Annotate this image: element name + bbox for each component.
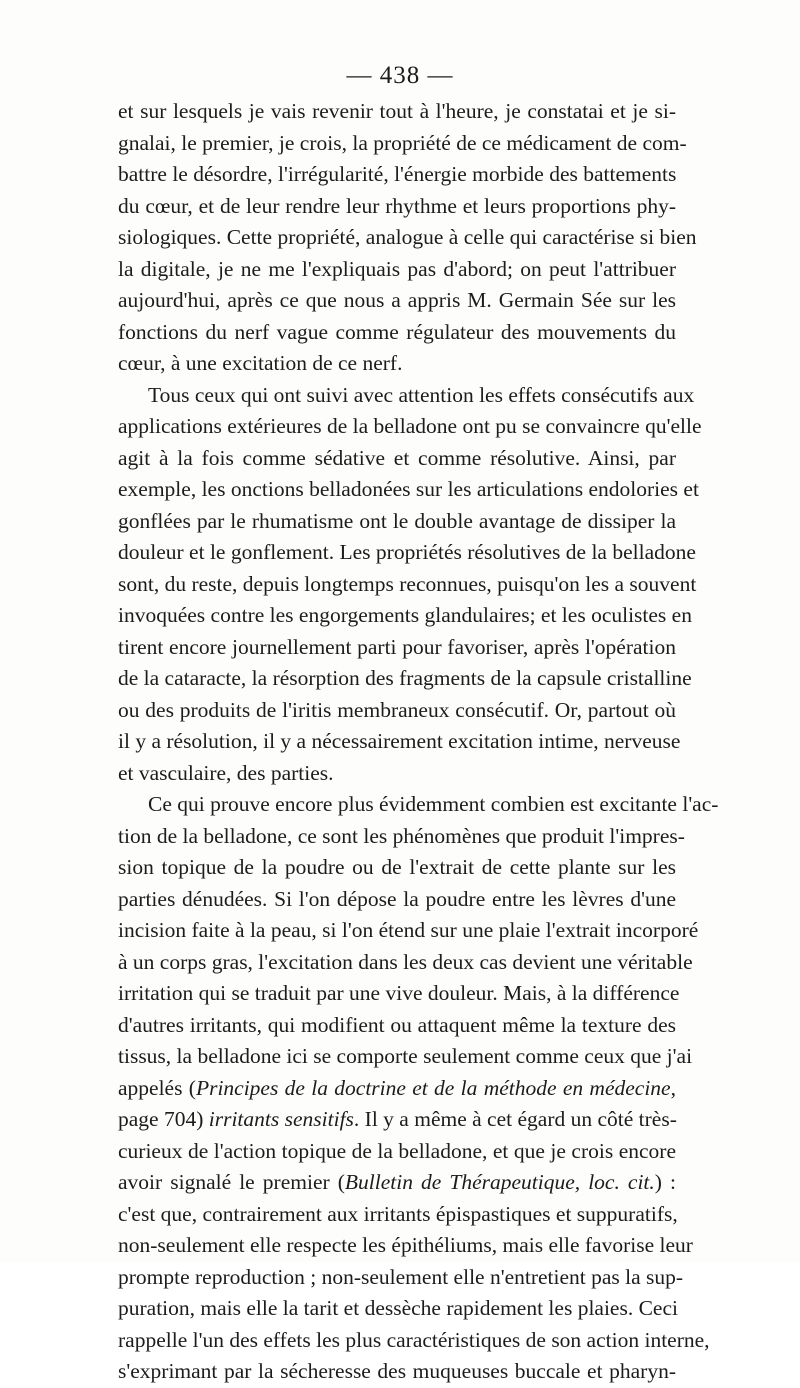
text-line: tirent encore journellement parti pour favoriser, après l'opération — [118, 634, 676, 659]
text-line: gonflées par le rhumatisme ont le double avantage de dissiper la — [118, 508, 676, 533]
text-line: il y a résolution, il y a nécessairement excitation intime, nerveuse — [118, 729, 681, 753]
text-line: et vasculaire, des parties. — [118, 760, 334, 785]
text-line: prompte reproduction ; non-seulement elle n'entretient pas la sup- — [118, 1264, 684, 1289]
text-line: irritation qui se traduit par une vive douleur. Mais, à la différence — [118, 981, 680, 1005]
text-line: curieux de l'action topique de la belladone, et que je crois encore — [118, 1138, 676, 1163]
text-line: parties dénudées. Si l'on dépose la poudre entre les lèvres d'une — [118, 886, 676, 911]
italic-term: irritants sensitifs — [208, 1107, 354, 1131]
line-segment: . Il y a même à cet égard un côté très- — [353, 1107, 677, 1131]
text-line: exemple, les onctions belladonées sur les articulations endolories et — [118, 477, 699, 501]
text-line: incision faite à la peau, si l'on étend sur une plaie l'extrait incorporé — [118, 918, 699, 942]
text-line: et sur lesquels je vais revenir tout à l'heure, je constatai et je si- — [118, 99, 676, 123]
page-number: — 438 — — [346, 62, 454, 89]
text-line: applications extérieures de la belladone ont pu se convaincre qu'elle — [118, 414, 702, 438]
text-line: douleur et le gonflement. Les propriétés résolutives de la belladone — [118, 540, 696, 564]
line-segment: ) : — [654, 1170, 676, 1194]
text-line: tissus, la belladone ici se comporte seulement comme ceux que j'ai — [118, 1044, 693, 1068]
text-line: aujourd'hui, après ce que nous a appris M. Germain Sée sur les — [118, 288, 676, 312]
text-line: ou des produits de l'iritis membraneux consécutif. Or, partout où — [118, 697, 676, 722]
text-line: invoquées contre les engorgements glandulaires; et les oculistes en — [118, 603, 692, 627]
text-line: sont, du reste, depuis longtemps reconnues, puisqu'on les a souvent — [118, 571, 697, 596]
text-line: de la cataracte, la résorption des fragments de la capsule cristalline — [118, 666, 692, 690]
italic-citation: Bulletin de Thérapeutique, loc. cit. — [344, 1170, 655, 1194]
italic-citation: Principes de la doctrine et de la méthode en médecine — [195, 1075, 671, 1100]
text-line: tion de la belladone, ce sont les phénomènes que produit l'impres- — [118, 823, 685, 848]
text-line: siologiques. Cette propriété, analogue à celle qui caractérise si bien — [118, 225, 697, 249]
body-text — [118, 96, 719, 1388]
text-line: gnalai, le premier, je crois, la propriété de ce médicament de com- — [118, 130, 687, 155]
line-segment: page 704) — [118, 1107, 209, 1131]
line-segment: , — [670, 1075, 676, 1100]
text-line: à un corps gras, l'excitation dans les deux cas devient une véritable — [118, 949, 693, 974]
text-line: d'autres irritants, qui modifient ou attaquent même la texture des — [118, 1012, 676, 1037]
text-line: rappelle l'un des effets les plus caractéristiques de son action interne, — [118, 1327, 710, 1352]
line-segment: avoir signalé le premier ( — [118, 1170, 345, 1194]
text-line: cœur, à une excitation de ce nerf. — [118, 351, 403, 375]
text-line: non-seulement elle respecte les épithéliums, mais elle favorise leur — [118, 1233, 693, 1257]
text-line: sion topique de la poudre ou de l'extrait de cette plante sur les — [118, 855, 676, 879]
line-segment: appelés ( — [118, 1075, 196, 1100]
text-line: fonctions du nerf vague comme régulateur des mouvements du — [118, 319, 676, 344]
text-line: Tous ceux qui ont suivi avec attention les effets consécutifs aux — [148, 382, 695, 407]
text-line: c'est que, contrairement aux irritants épispastiques et suppuratifs, — [118, 1201, 678, 1226]
text-line: puration, mais elle la tarit et dessèche rapidement les plaies. Ceci — [118, 1296, 678, 1320]
text-line: du cœur, et de leur rendre leur rhythme et leurs proportions phy- — [118, 193, 676, 218]
text-line: agit à la fois comme sédative et comme résolutive. Ainsi, par — [118, 445, 676, 470]
text-line — [118, 1167, 676, 1199]
text-line: Ce qui prouve encore plus évidemment combien est excitante l'ac- — [148, 792, 719, 816]
text-line — [118, 1104, 676, 1136]
text-line: s'exprimant par la sécheresse des muqueuses buccale et pharyn- — [118, 1359, 676, 1383]
text-line: la digitale, je ne me l'expliquais pas d'abord; on peut l'attribuer — [118, 256, 676, 281]
text-line — [118, 1073, 676, 1105]
text-line: battre le désordre, l'irrégularité, l'énergie morbide des battements — [118, 162, 677, 186]
